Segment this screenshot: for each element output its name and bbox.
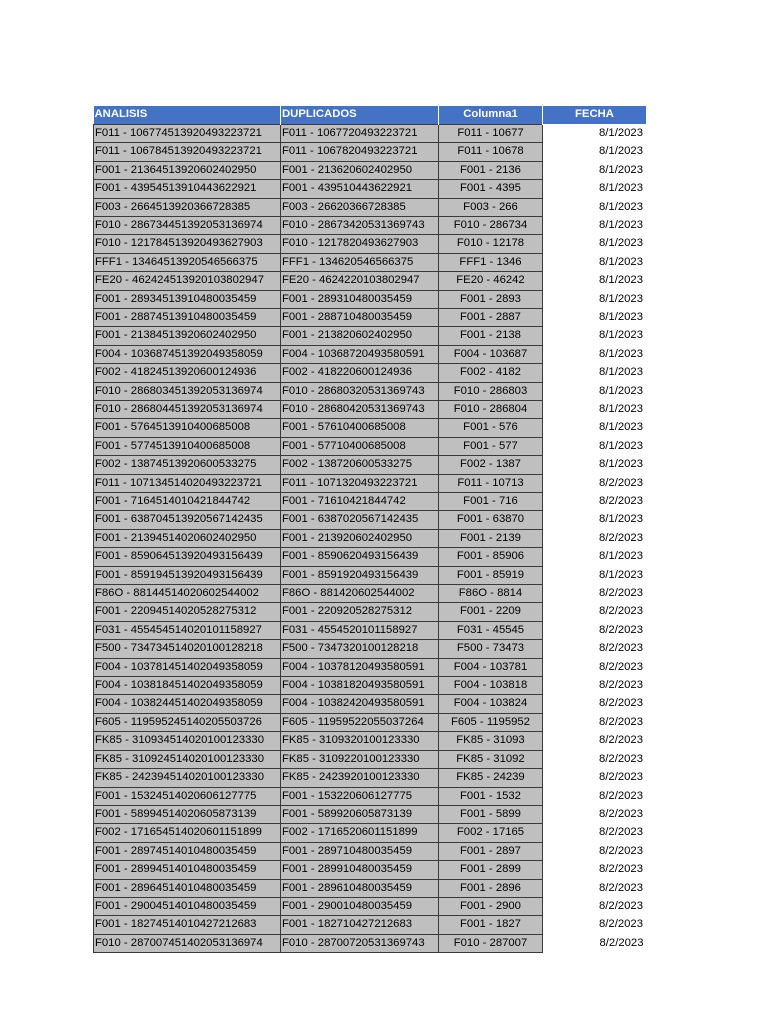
cell-columna1[interactable]: F010 - 12178 [439, 235, 543, 253]
table-row [94, 272, 647, 290]
table-row [94, 732, 647, 750]
cell-duplicados[interactable]: F001 - 289710480035459 [281, 842, 439, 860]
table-row [94, 198, 647, 216]
cell-analisis[interactable]: F001 - 58994514020605873139 [94, 805, 281, 823]
table-row [94, 180, 647, 198]
cell-columna1[interactable]: F010 - 286734 [439, 216, 543, 234]
cell-fecha[interactable]: 8/1/2023 [543, 290, 647, 308]
cell-analisis[interactable]: F003 - 2664513920366728385 [94, 198, 281, 216]
cell-duplicados[interactable]: F031 - 4554520101158927 [281, 621, 439, 639]
table-row [94, 861, 647, 879]
cell-duplicados[interactable]: F010 - 28680420531369743 [281, 400, 439, 418]
cell-columna1[interactable]: F001 - 2209 [439, 603, 543, 621]
cell-analisis[interactable]: F010 - 286734451392053136974 [94, 216, 281, 234]
cell-columna1[interactable]: F031 - 45545 [439, 621, 543, 639]
cell-duplicados[interactable]: F010 - 28700720531369743 [281, 934, 439, 952]
table-row [94, 456, 647, 474]
cell-analisis[interactable]: FK85 - 310934514020100123330 [94, 732, 281, 750]
cell-duplicados[interactable]: F001 - 289910480035459 [281, 861, 439, 879]
table-row [94, 750, 647, 768]
cell-duplicados[interactable]: F002 - 1716520601151899 [281, 824, 439, 842]
cell-columna1[interactable]: F011 - 10677 [439, 124, 543, 142]
cell-columna1[interactable]: F001 - 2138 [439, 327, 543, 345]
cell-fecha[interactable]: 8/2/2023 [543, 732, 647, 750]
cell-fecha[interactable]: 8/2/2023 [543, 603, 647, 621]
cell-duplicados[interactable]: F011 - 1067720493223721 [281, 124, 439, 142]
cell-fecha[interactable]: 8/2/2023 [543, 769, 647, 787]
cell-analisis[interactable]: F011 - 107134514020493223721 [94, 474, 281, 492]
table-row [94, 621, 647, 639]
cell-columna1[interactable]: F001 - 2136 [439, 161, 543, 179]
cell-duplicados[interactable]: F003 - 26620366728385 [281, 198, 439, 216]
cell-fecha[interactable]: 8/2/2023 [543, 750, 647, 768]
table-row [94, 235, 647, 253]
cell-columna1[interactable]: F002 - 1387 [439, 456, 543, 474]
cell-fecha[interactable]: 8/1/2023 [543, 327, 647, 345]
table-row [94, 143, 647, 161]
table-row [94, 897, 647, 915]
cell-duplicados[interactable]: F001 - 8591920493156439 [281, 566, 439, 584]
table-row [94, 805, 647, 823]
cell-duplicados[interactable]: F001 - 57610400685008 [281, 419, 439, 437]
column-header-fecha[interactable]: FECHA [543, 106, 647, 124]
cell-duplicados[interactable]: FFF1 - 134620546566375 [281, 253, 439, 271]
cell-duplicados[interactable]: F001 - 213620602402950 [281, 161, 439, 179]
cell-duplicados[interactable]: FK85 - 3109320100123330 [281, 732, 439, 750]
cell-analisis[interactable]: F500 - 734734514020100128218 [94, 640, 281, 658]
cell-fecha[interactable]: 8/2/2023 [543, 529, 647, 547]
cell-fecha[interactable]: 8/2/2023 [543, 934, 647, 952]
cell-columna1[interactable]: F004 - 103687 [439, 345, 543, 363]
table-row [94, 713, 647, 731]
cell-columna1[interactable]: F001 - 2899 [439, 861, 543, 879]
cell-fecha[interactable]: 8/2/2023 [543, 640, 647, 658]
cell-duplicados[interactable]: F001 - 288710480035459 [281, 308, 439, 326]
cell-duplicados[interactable]: F011 - 1071320493223721 [281, 474, 439, 492]
cell-columna1[interactable]: F001 - 63870 [439, 511, 543, 529]
cell-columna1[interactable]: F004 - 103818 [439, 677, 543, 695]
cell-duplicados[interactable]: FE20 - 4624220103802947 [281, 272, 439, 290]
cell-duplicados[interactable]: F001 - 6387020567142435 [281, 511, 439, 529]
cell-analisis[interactable]: F011 - 106774513920493223721 [94, 124, 281, 142]
cell-duplicados[interactable]: F010 - 1217820493627903 [281, 235, 439, 253]
table-row [94, 529, 647, 547]
table-row [94, 934, 647, 952]
table-row [94, 585, 647, 603]
table-row [94, 695, 647, 713]
cell-duplicados[interactable]: F001 - 213820602402950 [281, 327, 439, 345]
cell-duplicados[interactable]: F001 - 71610421844742 [281, 493, 439, 511]
cell-columna1[interactable]: F001 - 1532 [439, 787, 543, 805]
table-row [94, 253, 647, 271]
cell-duplicados[interactable]: F605 - 11959522055037264 [281, 713, 439, 731]
cell-fecha[interactable]: 8/1/2023 [543, 143, 647, 161]
cell-fecha[interactable]: 8/1/2023 [543, 511, 647, 529]
cell-duplicados[interactable]: F500 - 7347320100128218 [281, 640, 439, 658]
column-header-analisis[interactable]: ANALISIS [94, 106, 281, 124]
table-row [94, 437, 647, 455]
cell-analisis[interactable]: F002 - 171654514020601151899 [94, 824, 281, 842]
cell-analisis[interactable]: F001 - 21364513920602402950 [94, 161, 281, 179]
cell-fecha[interactable]: 8/1/2023 [543, 456, 647, 474]
cell-fecha[interactable]: 8/1/2023 [543, 180, 647, 198]
cell-duplicados[interactable]: F001 - 182710427212683 [281, 916, 439, 934]
cell-fecha[interactable]: 8/2/2023 [543, 474, 647, 492]
cell-columna1[interactable]: FE20 - 46242 [439, 272, 543, 290]
cell-duplicados[interactable]: F001 - 290010480035459 [281, 897, 439, 915]
cell-analisis[interactable]: F010 - 121784513920493627903 [94, 235, 281, 253]
cell-fecha[interactable]: 8/1/2023 [543, 124, 647, 142]
cell-analisis[interactable]: F001 - 22094514020528275312 [94, 603, 281, 621]
table-row [94, 879, 647, 897]
cell-analisis[interactable]: F001 - 5764513910400685008 [94, 419, 281, 437]
cell-fecha[interactable]: 8/2/2023 [543, 824, 647, 842]
cell-duplicados[interactable]: F001 - 289310480035459 [281, 290, 439, 308]
cell-analisis[interactable]: F031 - 455454514020101158927 [94, 621, 281, 639]
cell-analisis[interactable]: F605 - 119595245140205503726 [94, 713, 281, 731]
cell-analisis[interactable]: F001 - 28994514010480035459 [94, 861, 281, 879]
cell-columna1[interactable]: F001 - 85906 [439, 548, 543, 566]
cell-fecha[interactable]: 8/2/2023 [543, 842, 647, 860]
cell-columna1[interactable]: F001 - 716 [439, 493, 543, 511]
cell-columna1[interactable]: FK85 - 24239 [439, 769, 543, 787]
cell-columna1[interactable]: F001 - 577 [439, 437, 543, 455]
cell-duplicados[interactable]: F010 - 28673420531369743 [281, 216, 439, 234]
table-row [94, 345, 647, 363]
column-header-columna1[interactable]: Columna1 [439, 106, 543, 124]
column-header-duplicados[interactable]: DUPLICADOS [281, 106, 439, 124]
table-row [94, 474, 647, 492]
cell-fecha[interactable]: 8/1/2023 [543, 437, 647, 455]
cell-duplicados[interactable]: F001 - 213920602402950 [281, 529, 439, 547]
cell-columna1[interactable]: F001 - 576 [439, 419, 543, 437]
table-row [94, 566, 647, 584]
table-row [94, 787, 647, 805]
cell-fecha[interactable]: 8/2/2023 [543, 879, 647, 897]
cell-analisis[interactable]: F002 - 13874513920600533275 [94, 456, 281, 474]
table-row [94, 658, 647, 676]
table-row [94, 400, 647, 418]
cell-analisis[interactable]: F004 - 103824451402049358059 [94, 695, 281, 713]
table-row [94, 548, 647, 566]
table-row [94, 327, 647, 345]
cell-columna1[interactable]: F605 - 1195952 [439, 713, 543, 731]
cell-fecha[interactable]: 8/2/2023 [543, 861, 647, 879]
cell-columna1[interactable]: F001 - 85919 [439, 566, 543, 584]
cell-fecha[interactable]: 8/2/2023 [543, 621, 647, 639]
cell-fecha[interactable]: 8/2/2023 [543, 916, 647, 934]
cell-fecha[interactable]: 8/2/2023 [543, 658, 647, 676]
table-row [94, 640, 647, 658]
header-row [94, 106, 647, 124]
cell-columna1[interactable]: F500 - 73473 [439, 640, 543, 658]
table-row [94, 419, 647, 437]
cell-duplicados[interactable]: F002 - 418220600124936 [281, 364, 439, 382]
cell-columna1[interactable]: F001 - 2893 [439, 290, 543, 308]
table-row [94, 364, 647, 382]
cell-fecha[interactable]: 8/1/2023 [543, 253, 647, 271]
cell-columna1[interactable]: F001 - 2139 [439, 529, 543, 547]
cell-analisis[interactable]: F010 - 286803451392053136974 [94, 382, 281, 400]
cell-analisis[interactable]: F001 - 28964514010480035459 [94, 879, 281, 897]
cell-analisis[interactable]: FFF1 - 13464513920546566375 [94, 253, 281, 271]
table-row [94, 842, 647, 860]
cell-duplicados[interactable]: F004 - 10381820493580591 [281, 677, 439, 695]
cell-fecha[interactable]: 8/1/2023 [543, 198, 647, 216]
table-row [94, 493, 647, 511]
cell-fecha[interactable]: 8/1/2023 [543, 161, 647, 179]
table-row [94, 824, 647, 842]
cell-fecha[interactable]: 8/2/2023 [543, 787, 647, 805]
cell-columna1[interactable]: F86O - 8814 [439, 585, 543, 603]
cell-duplicados[interactable]: F86O - 881420602544002 [281, 585, 439, 603]
cell-duplicados[interactable]: FK85 - 3109220100123330 [281, 750, 439, 768]
cell-fecha[interactable]: 8/2/2023 [543, 695, 647, 713]
cell-fecha[interactable]: 8/1/2023 [543, 216, 647, 234]
cell-duplicados[interactable]: F011 - 1067820493223721 [281, 143, 439, 161]
table-row [94, 677, 647, 695]
cell-fecha[interactable]: 8/1/2023 [543, 308, 647, 326]
cell-columna1[interactable]: F011 - 10678 [439, 143, 543, 161]
cell-columna1[interactable]: F010 - 287007 [439, 934, 543, 952]
cell-fecha[interactable]: 8/1/2023 [543, 364, 647, 382]
cell-fecha[interactable]: 8/2/2023 [543, 493, 647, 511]
spreadsheet-sheet [93, 106, 647, 953]
cell-duplicados[interactable]: F001 - 289610480035459 [281, 879, 439, 897]
cell-analisis[interactable]: F010 - 287007451402053136974 [94, 934, 281, 952]
cell-analisis[interactable]: F001 - 859064513920493156439 [94, 548, 281, 566]
cell-columna1[interactable]: F001 - 2897 [439, 842, 543, 860]
cell-duplicados[interactable]: F001 - 220920528275312 [281, 603, 439, 621]
cell-analisis[interactable]: F001 - 28934513910480035459 [94, 290, 281, 308]
cell-fecha[interactable]: 8/2/2023 [543, 677, 647, 695]
cell-fecha[interactable]: 8/2/2023 [543, 585, 647, 603]
cell-columna1[interactable]: F004 - 103824 [439, 695, 543, 713]
table-row [94, 603, 647, 621]
cell-analisis[interactable]: F010 - 286804451392053136974 [94, 400, 281, 418]
cell-duplicados[interactable]: F004 - 10382420493580591 [281, 695, 439, 713]
cell-columna1[interactable]: FK85 - 31092 [439, 750, 543, 768]
cell-fecha[interactable]: 8/1/2023 [543, 382, 647, 400]
table-row [94, 290, 647, 308]
table-body [94, 124, 647, 952]
cell-analisis[interactable]: F001 - 21384513920602402950 [94, 327, 281, 345]
cell-analisis[interactable]: F001 - 28974514010480035459 [94, 842, 281, 860]
cell-fecha[interactable]: 8/2/2023 [543, 713, 647, 731]
cell-analisis[interactable]: F002 - 41824513920600124936 [94, 364, 281, 382]
cell-fecha[interactable]: 8/1/2023 [543, 548, 647, 566]
cell-fecha[interactable]: 8/1/2023 [543, 345, 647, 363]
cell-analisis[interactable]: F001 - 29004514010480035459 [94, 897, 281, 915]
cell-columna1[interactable]: F001 - 4395 [439, 180, 543, 198]
cell-columna1[interactable]: F002 - 17165 [439, 824, 543, 842]
cell-analisis[interactable]: F004 - 103818451402049358059 [94, 677, 281, 695]
cell-analisis[interactable]: F001 - 5774513910400685008 [94, 437, 281, 455]
cell-analisis[interactable]: F001 - 28874513910480035459 [94, 308, 281, 326]
cell-analisis[interactable]: F001 - 21394514020602402950 [94, 529, 281, 547]
cell-analisis[interactable]: F001 - 18274514010427212683 [94, 916, 281, 934]
cell-analisis[interactable]: FK85 - 242394514020100123330 [94, 769, 281, 787]
cell-columna1[interactable]: FFF1 - 1346 [439, 253, 543, 271]
cell-fecha[interactable]: 8/2/2023 [543, 805, 647, 823]
cell-duplicados[interactable]: F002 - 138720600533275 [281, 456, 439, 474]
cell-analisis[interactable]: FE20 - 462424513920103802947 [94, 272, 281, 290]
table-row [94, 124, 647, 142]
table-row [94, 161, 647, 179]
cell-fecha[interactable]: 8/1/2023 [543, 272, 647, 290]
table-row [94, 308, 647, 326]
cell-duplicados[interactable]: F001 - 57710400685008 [281, 437, 439, 455]
table-row [94, 511, 647, 529]
cell-fecha[interactable]: 8/1/2023 [543, 566, 647, 584]
cell-duplicados[interactable]: FK85 - 2423920100123330 [281, 769, 439, 787]
table-row [94, 216, 647, 234]
data-table [93, 106, 647, 953]
cell-fecha[interactable]: 8/1/2023 [543, 400, 647, 418]
cell-columna1[interactable]: F001 - 2896 [439, 879, 543, 897]
table-row [94, 769, 647, 787]
cell-columna1[interactable]: F004 - 103781 [439, 658, 543, 676]
cell-columna1[interactable]: FK85 - 31093 [439, 732, 543, 750]
cell-fecha[interactable]: 8/1/2023 [543, 419, 647, 437]
cell-analisis[interactable]: F001 - 638704513920567142435 [94, 511, 281, 529]
cell-analisis[interactable]: F001 - 859194513920493156439 [94, 566, 281, 584]
cell-fecha[interactable]: 8/1/2023 [543, 235, 647, 253]
cell-columna1[interactable]: F001 - 2887 [439, 308, 543, 326]
cell-columna1[interactable]: F002 - 4182 [439, 364, 543, 382]
cell-analisis[interactable]: F001 - 43954513910443622921 [94, 180, 281, 198]
cell-analisis[interactable]: F004 - 103687451392049358059 [94, 345, 281, 363]
cell-columna1[interactable]: F010 - 286803 [439, 382, 543, 400]
cell-analisis[interactable]: F001 - 15324514020606127775 [94, 787, 281, 805]
cell-duplicados[interactable]: F001 - 589920605873139 [281, 805, 439, 823]
cell-duplicados[interactable]: F004 - 10368720493580591 [281, 345, 439, 363]
cell-duplicados[interactable]: F004 - 10378120493580591 [281, 658, 439, 676]
cell-columna1[interactable]: F001 - 1827 [439, 916, 543, 934]
cell-analisis[interactable]: FK85 - 310924514020100123330 [94, 750, 281, 768]
cell-columna1[interactable]: F001 - 2900 [439, 897, 543, 915]
cell-analisis[interactable]: F011 - 106784513920493223721 [94, 143, 281, 161]
cell-duplicados[interactable]: F001 - 153220606127775 [281, 787, 439, 805]
cell-columna1[interactable]: F003 - 266 [439, 198, 543, 216]
cell-columna1[interactable]: F011 - 10713 [439, 474, 543, 492]
cell-analisis[interactable]: F001 - 7164514010421844742 [94, 493, 281, 511]
cell-duplicados[interactable]: F001 - 439510443622921 [281, 180, 439, 198]
table-row [94, 382, 647, 400]
cell-columna1[interactable]: F010 - 286804 [439, 400, 543, 418]
cell-duplicados[interactable]: F001 - 8590620493156439 [281, 548, 439, 566]
table-row [94, 916, 647, 934]
cell-analisis[interactable]: F004 - 103781451402049358059 [94, 658, 281, 676]
cell-duplicados[interactable]: F010 - 28680320531369743 [281, 382, 439, 400]
cell-fecha[interactable]: 8/2/2023 [543, 897, 647, 915]
cell-analisis[interactable]: F86O - 88144514020602544002 [94, 585, 281, 603]
cell-columna1[interactable]: F001 - 5899 [439, 805, 543, 823]
